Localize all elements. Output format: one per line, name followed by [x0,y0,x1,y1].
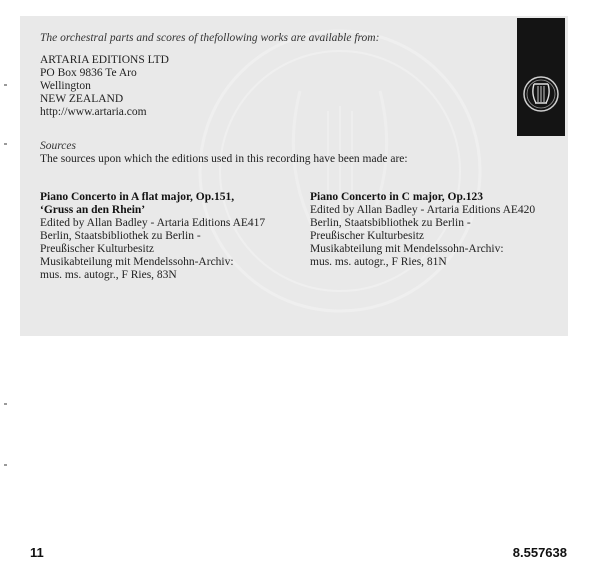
lyre-logo-icon [522,75,560,113]
sources-heading: Sources [40,140,76,152]
scan-speck [4,403,7,405]
work-detail: Berlin, Staatsbibliothek zu Berlin - [310,217,471,229]
work-detail: Preußischer Kulturbesitz [310,230,425,242]
work-subtitle: ‘Gruss an den Rhein’ [40,204,146,216]
sources-text: The sources upon which the editions used in this recording have been made are: [40,153,408,165]
catalog-number: 8.557638 [512,545,567,560]
info-panel [20,16,568,336]
publisher-address [40,54,169,119]
address-line: PO Box 9836 Te Aro [40,67,137,79]
scan-speck [4,84,7,86]
work-detail: Edited by Allan Badley - Artaria Editions AE417 [40,217,266,229]
page-number: 11 [30,545,44,560]
scan-speck [4,464,7,466]
work-title: Piano Concerto in A flat major, Op.151, [40,191,235,203]
work-title: Piano Concerto in C major, Op.123 [310,191,484,203]
publisher-url: http://www.artaria.com [40,106,147,118]
work-detail: mus. ms. autogr., F Ries, 81N [310,256,447,268]
work-detail: mus. ms. autogr., F Ries, 83N [40,269,177,281]
work-detail: Edited by Allan Badley - Artaria Editions AE420 [310,204,536,216]
work-detail: Musikabteilung mit Mendelssohn-Archiv: [40,256,234,268]
label-logo [517,18,565,136]
work-entry-op123 [310,191,565,269]
work-detail: Berlin, Staatsbibliothek zu Berlin - [40,230,201,242]
scan-speck [4,143,7,145]
work-detail: Preußischer Kulturbesitz [40,243,155,255]
address-line: ARTARIA EDITIONS LTD [40,54,169,66]
work-entry-op151 [40,191,300,282]
work-detail: Musikabteilung mit Mendelssohn-Archiv: [310,243,504,255]
address-line: NEW ZEALAND [40,93,124,105]
address-line: Wellington [40,80,91,92]
availability-intro: The orchestral parts and scores of thefollowing works are available from: [40,32,380,44]
